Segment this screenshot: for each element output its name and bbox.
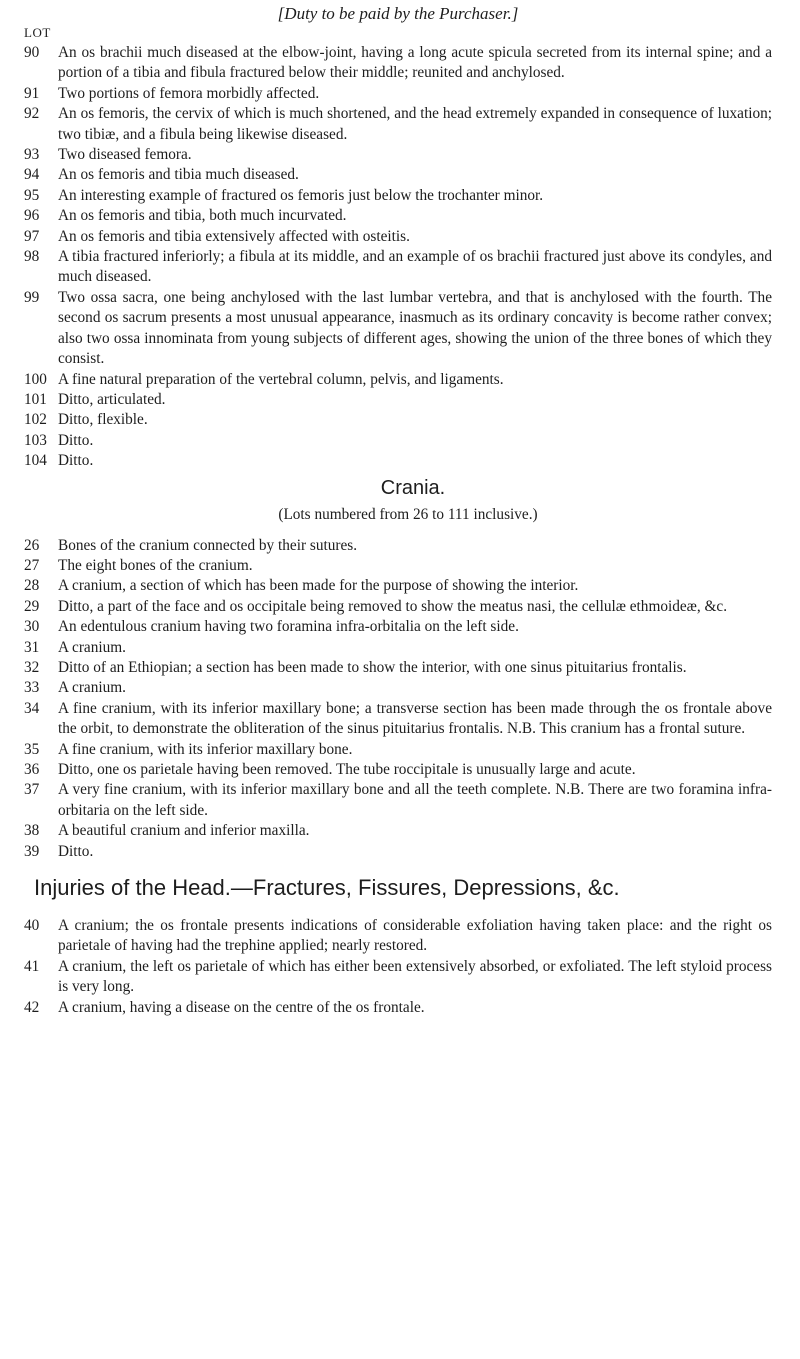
lot-description: An os brachii much diseased at the elbow-joint, having a long acute spicula secreted from its internal spine; and a portion of a tibia and fibula fractured below their middle; reunited and anchylosed.: [58, 44, 772, 82]
lot-number: 93: [24, 146, 40, 164]
lot-description: An os femoris and tibia extensively affected with osteitis.: [58, 227, 410, 245]
lot-number: 31: [24, 638, 40, 656]
lot-description: A cranium; the os frontale presents indications of considerable exfoliation having taken place: and the right os parietale of having had the trephine applied; nearly restored.: [58, 917, 772, 955]
lot-description: Ditto.: [58, 842, 94, 860]
lot-description: A beautiful cranium and inferior maxilla.: [58, 822, 310, 840]
lot-description: A fine cranium, with its inferior maxillary bone.: [58, 740, 353, 758]
lot-number: 35: [24, 740, 40, 758]
lot-entry: [24, 658, 772, 678]
lot-entry: [24, 957, 772, 998]
lot-description: Two diseased femora.: [58, 146, 192, 164]
lot-list-3: [24, 916, 772, 1018]
lot-entry: [24, 842, 772, 862]
lot-description: A fine natural preparation of the vertebral column, pelvis, and ligaments.: [58, 370, 504, 388]
lot-description: An os femoris, the cervix of which is much shortened, and the head extremely expanded in consequence of luxation; two tibiæ, and a fibula being likewise diseased.: [58, 105, 772, 143]
lot-number: 33: [24, 679, 40, 697]
lot-number: 27: [24, 556, 40, 574]
lot-number: 99: [24, 288, 40, 306]
lot-number: 94: [24, 166, 40, 184]
lot-list-2: [24, 536, 772, 863]
lot-number: 103: [24, 431, 47, 449]
lot-description: A cranium, the left os parietale of which has either been extensively absorbed, or exfoliated. The left styloid process is very long.: [58, 957, 772, 996]
lot-description: A cranium.: [58, 638, 126, 656]
lot-description: A very fine cranium, with its inferior maxillary bone and all the teeth complete. N.B. There are two foramina infra-orbitaria on the left side.: [58, 781, 772, 819]
lot-entry: [24, 104, 772, 145]
lot-number: 104: [24, 452, 47, 470]
section-heading-crania: Crania.: [380, 476, 446, 499]
lot-entry: [24, 410, 772, 430]
lot-entry: [24, 780, 772, 821]
lot-number: 41: [24, 957, 40, 975]
lot-description: Ditto of an Ethiopian; a section has been made to show the interior, with one sinus pituitarius frontalis.: [58, 658, 687, 676]
lot-number: 96: [24, 207, 40, 225]
lot-entry: [24, 186, 772, 206]
lot-number: 26: [24, 536, 40, 554]
lot-entry: [24, 699, 772, 740]
lot-entry: [24, 227, 772, 247]
lot-number: 42: [24, 998, 40, 1016]
lot-entry: [24, 556, 772, 576]
lot-description: Ditto, one os parietale having been removed. The tube roccipitale is unusually large and acute.: [58, 761, 636, 778]
lot-description: A cranium, a section of which has been made for the purpose of showing the interior.: [58, 577, 579, 595]
lot-number: 90: [24, 44, 40, 61]
section-heading-injuries: Injuries of the Head.—Fractures, Fissures, Depressions, &c.: [34, 875, 620, 901]
lot-number: 28: [24, 577, 40, 595]
lot-description: An edentulous cranium having two foramina infra-orbitalia on the left side.: [58, 618, 519, 636]
lot-entry: [24, 84, 772, 104]
lot-description: An os femoris and tibia, both much incurvated.: [58, 207, 347, 225]
lot-number: 38: [24, 822, 40, 840]
lot-entry: [24, 678, 772, 698]
lot-number: 92: [24, 105, 40, 123]
lot-description: An interesting example of fractured os femoris just below the trochanter minor.: [58, 186, 544, 204]
section-note-crania: (Lots numbered from 26 to 111 inclusive.): [278, 505, 538, 523]
lot-description: A fine cranium, with its inferior maxillary bone; a transverse section has been made through the os frontale above the orbit, to demonstrate the obliteration of the sinus pituitarius frontalis. N.B. This cranium has a frontal suture.: [58, 699, 772, 738]
lot-number: 91: [24, 84, 40, 102]
lot-number: 34: [24, 699, 40, 717]
lot-entry: [24, 597, 772, 617]
lot-entry: [24, 390, 772, 410]
lot-number: 30: [24, 618, 40, 636]
lot-description: Ditto.: [58, 431, 94, 449]
lot-entry: [24, 451, 772, 471]
lot-number: 29: [24, 597, 40, 615]
lot-number: 39: [24, 842, 40, 860]
lot-number: 36: [24, 761, 40, 778]
lot-description: Ditto, a part of the face and os occipitale being removed to show the meatus nasi, the cellulæ ethmoideæ, &c.: [58, 597, 728, 615]
lot-description: A tibia fractured inferiorly; a fibula at its middle, and an example of os brachii fractured just above its condyles, and much diseased.: [58, 248, 772, 286]
lot-entry: [24, 288, 772, 370]
lot-number: 97: [24, 227, 40, 245]
lot-column-label: LOT: [24, 25, 51, 40]
lot-number: 37: [24, 781, 40, 799]
lot-number: 101: [24, 390, 47, 408]
lot-description: Ditto.: [58, 452, 94, 470]
lot-number: 102: [24, 411, 47, 429]
lot-number: 100: [24, 370, 47, 388]
lot-list-1: [24, 43, 772, 472]
lot-number: 95: [24, 186, 40, 204]
lot-number: 40: [24, 917, 40, 935]
lot-entry: [24, 617, 772, 637]
lot-entry: [24, 145, 772, 165]
lot-description: The eight bones of the cranium.: [58, 556, 253, 574]
lot-entry: [24, 638, 772, 658]
lot-description: A cranium.: [58, 679, 126, 697]
lot-description: Ditto, flexible.: [58, 411, 148, 429]
lot-description: An os femoris and tibia much diseased.: [58, 166, 299, 184]
lot-entry: [24, 165, 772, 185]
lot-entry: [24, 370, 772, 390]
lot-entry: [24, 206, 772, 226]
lot-entry: [24, 998, 772, 1018]
lot-number: 32: [24, 658, 40, 676]
lot-entry: [24, 247, 772, 288]
lot-description: Bones of the cranium connected by their sutures.: [58, 536, 358, 554]
lot-description: Two portions of femora morbidly affected.: [58, 84, 320, 102]
lot-entry: [24, 576, 772, 596]
lot-entry: [24, 431, 772, 451]
lot-description: Ditto, articulated.: [58, 390, 166, 408]
lot-description: A cranium, having a disease on the centre of the os frontale.: [58, 998, 425, 1016]
lot-entry: [24, 916, 772, 957]
lot-entry: [24, 43, 772, 84]
lot-entry: [24, 821, 772, 841]
lot-entry: [24, 536, 772, 556]
lot-entry: [24, 740, 772, 760]
lot-description: Two ossa sacra, one being anchylosed with the last lumbar vertebra, and that is anchylosed with the fourth. The second os sacrum presents a most unusual appearance, inasmuch as its ordinary concavity is become rather convex; also two ossa innominata from young subjects of different ages, showing the union of the three bones of which they consist.: [58, 288, 772, 368]
lot-entry: [24, 760, 772, 780]
lot-number: 98: [24, 248, 40, 266]
running-head: [Duty to be paid by the Purchaser.]: [277, 4, 519, 23]
